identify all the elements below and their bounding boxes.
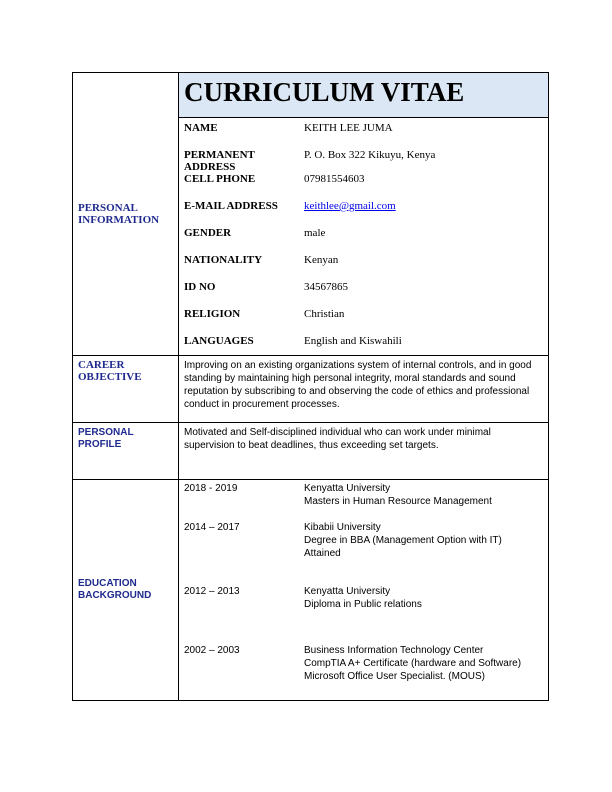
title-left-cell [73, 73, 179, 118]
religion-value: Christian [304, 308, 345, 320]
id-value: 34567865 [304, 281, 348, 293]
education-entry [179, 482, 548, 521]
education-line: Diploma in Public relations [304, 599, 422, 610]
education-entry [179, 585, 548, 644]
religion-row [179, 308, 548, 335]
languages-label: LANGUAGES [184, 335, 254, 347]
education-line: Microsoft Office User Specialist. (MOUS) [304, 671, 485, 682]
education-entry [179, 521, 548, 585]
career-objective-text: Improving on an existing organizations system of internal controls, and in good standing by maintaining high personal integrity, moral standards and sound reputation by subscribing to and observing the code of ethics and professional conduct in procurement processes. [179, 356, 549, 423]
gender-value: male [304, 227, 326, 239]
email-link[interactable]: keithlee@gmail.com [304, 200, 396, 212]
education-line: Kenyatta University [304, 483, 391, 494]
nationality-label: NATIONALITY [184, 254, 263, 266]
title-row [73, 73, 549, 118]
section-label-career-objective: CAREER OBJECTIVE [73, 356, 179, 423]
education-years: 2018 - 2019 [184, 483, 238, 494]
id-label: ID NO [184, 281, 216, 293]
phone-label: CELL PHONE [184, 173, 256, 185]
cv-table [72, 72, 549, 701]
personal-info-cell [179, 118, 549, 356]
education-line: Business Information Technology Center [304, 645, 484, 656]
personal-information-row [73, 118, 549, 356]
education-years: 2012 – 2013 [184, 586, 240, 597]
personal-profile-row [73, 423, 549, 480]
education-line: Kibabii University [304, 522, 381, 533]
section-label-personal-profile: PERSONAL PROFILE [73, 423, 179, 480]
languages-row [179, 335, 548, 351]
document-title: CURRICULUM VITAE [179, 73, 549, 118]
name-label: NAME [184, 122, 218, 134]
address-label: PERMANENT ADDRESS [184, 149, 255, 173]
education-years: 2002 – 2003 [184, 645, 240, 656]
education-cell [179, 480, 549, 701]
education-line: Attained [304, 548, 341, 559]
phone-row [179, 173, 548, 200]
email-label: E-MAIL ADDRESS [184, 200, 278, 212]
name-row [179, 122, 548, 149]
education-line: Masters in Human Resource Management [304, 496, 492, 507]
email-row [179, 200, 548, 227]
education-years: 2014 – 2017 [184, 522, 240, 533]
gender-label: GENDER [184, 227, 232, 239]
languages-value: English and Kiswahili [304, 335, 402, 347]
address-value: P. O. Box 322 Kikuyu, Kenya [304, 149, 436, 161]
education-line: Kenyatta University [304, 586, 391, 597]
name-value: KEITH LEE JUMA [304, 122, 393, 134]
education-entry [179, 644, 548, 683]
religion-label: RELIGION [184, 308, 241, 320]
gender-row [179, 227, 548, 254]
id-row [179, 281, 548, 308]
section-label-personal-information: PERSONAL INFORMATION [73, 118, 179, 356]
nationality-row [179, 254, 548, 281]
nationality-value: Kenyan [304, 254, 339, 266]
education-line: Degree in BBA (Management Option with IT) [304, 535, 502, 546]
phone-value: 07981554603 [304, 173, 365, 185]
address-row [179, 149, 548, 173]
personal-profile-text: Motivated and Self-disciplined individual who can work under minimal supervision to beat deadlines, thus exceeding set targets. [179, 423, 549, 480]
education-line: CompTIA A+ Certificate (hardware and Software) [304, 658, 522, 669]
career-objective-row [73, 356, 549, 423]
education-row [73, 480, 549, 701]
section-label-education-background: EDUCATION BACKGROUND [73, 480, 179, 701]
